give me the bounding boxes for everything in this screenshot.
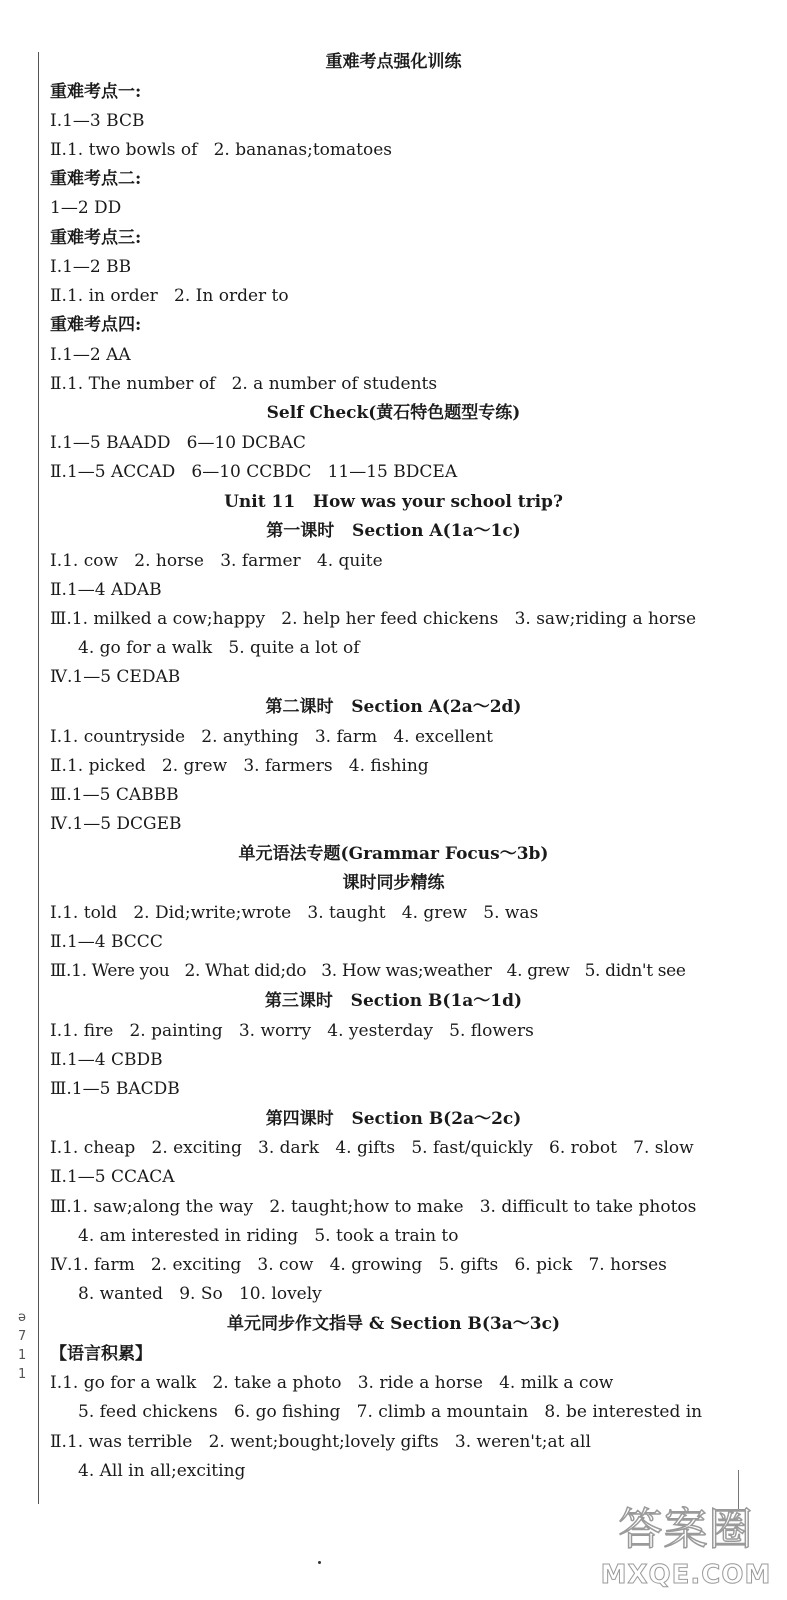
answer-line: Ⅰ.1—5 BAADD 6—10 DCBAC <box>50 433 306 453</box>
answer-line: Ⅱ.1—5 CCACA <box>50 1167 175 1187</box>
left-margin-rule <box>38 52 39 1504</box>
answer-line: Ⅳ.1. farm 2. exciting 3. cow 4. growing 5. gifts 6. pick 7. horses <box>50 1255 667 1275</box>
answer-line: Ⅰ.1. go for a walk 2. take a photo 3. ride a horse 4. milk a cow <box>50 1373 614 1393</box>
answer-line: Ⅰ.1. countryside 2. anything 3. farm 4. excellent <box>50 727 493 747</box>
stray-dot <box>318 1561 321 1564</box>
answer-line: Ⅰ.1. cheap 2. exciting 3. dark 4. gifts 5. fast/quickly 6. robot 7. slow <box>50 1138 694 1158</box>
answer-line: Ⅰ.1. cow 2. horse 3. farmer 4. quite <box>50 551 383 571</box>
lesson-title: 第二课时 Section A(2a～2d) <box>265 697 522 717</box>
subsection-heading: 重难考点三: <box>50 228 142 248</box>
section-title: 重难考点强化训练 <box>325 52 462 72</box>
lesson-title: 第四课时 Section B(2a～2c) <box>265 1109 522 1129</box>
answer-line: 4. go for a walk 5. quite a lot of <box>78 638 360 658</box>
section-title: Self Check(黄石特色题型专练) <box>266 403 521 423</box>
site-watermark <box>596 1500 776 1590</box>
margin-mark: 1 <box>18 1348 27 1363</box>
answer-line: Ⅱ.1—4 ADAB <box>50 580 162 600</box>
answer-line: Ⅱ.1. The number of 2. a number of students <box>50 374 438 394</box>
answer-line: Ⅱ.1. in order 2. In order to <box>50 286 289 306</box>
answer-line: Ⅲ.1—5 BACDB <box>50 1079 180 1099</box>
answer-line: Ⅲ.1. Were you 2. What did;do 3. How was;weather 4. grew 5. didn't see <box>50 961 686 981</box>
answer-line: 4. All in all;exciting <box>78 1461 246 1481</box>
subsection-heading: 重难考点四: <box>50 315 142 335</box>
answer-line: Ⅱ.1. picked 2. grew 3. farmers 4. fishing <box>50 756 429 776</box>
answer-line: Ⅰ.1—3 BCB <box>50 111 145 131</box>
lesson-title: 第三课时 Section B(1a～1d) <box>264 991 523 1011</box>
watermark-domain: MXQE.COM <box>600 1560 772 1590</box>
answer-line: Ⅳ.1—5 CEDAB <box>50 667 181 687</box>
subsection-heading: 重难考点一: <box>50 82 142 102</box>
answer-line: 4. am interested in riding 5. took a train to <box>78 1226 459 1246</box>
answer-line: Ⅱ.1. two bowls of 2. bananas;tomatoes <box>50 140 393 160</box>
answer-line: Ⅲ.1—5 CABBB <box>50 785 179 805</box>
answer-line: Ⅰ.1—2 BB <box>50 257 132 277</box>
margin-mark: 1 <box>18 1367 27 1382</box>
lesson-title: 单元语法专题(Grammar Focus～3b) <box>238 844 549 864</box>
answer-line: Ⅰ.1. told 2. Did;write;wrote 3. taught 4. grew 5. was <box>50 903 539 923</box>
margin-mark: ə <box>18 1310 26 1325</box>
answer-line: Ⅱ.1—5 ACCAD 6—10 CCBDC 11—15 BDCEA <box>50 462 458 482</box>
unit-title: Unit 11 How was your school trip? <box>224 492 563 512</box>
answer-line: Ⅱ.1. was terrible 2. went;bought;lovely gifts 3. weren't;at all <box>50 1432 591 1452</box>
answer-line: Ⅱ.1—4 CBDB <box>50 1050 163 1070</box>
subsection-heading: 【语言积累】 <box>50 1344 152 1364</box>
answer-line: Ⅰ.1. fire 2. painting 3. worry 4. yesterday 5. flowers <box>50 1021 534 1041</box>
lesson-subtitle: 课时同步精练 <box>342 873 445 893</box>
margin-mark: 7 <box>18 1329 27 1344</box>
lesson-title: 单元同步作文指导 & Section B(3a～3c) <box>226 1314 561 1334</box>
subsection-heading: 重难考点二: <box>50 169 142 189</box>
answer-line: 5. feed chickens 6. go fishing 7. climb a mountain 8. be interested in <box>78 1402 703 1422</box>
answer-line: 8. wanted 9. So 10. lovely <box>78 1284 322 1304</box>
answer-line: Ⅰ.1—2 AA <box>50 345 131 365</box>
answer-line: Ⅲ.1. saw;along the way 2. taught;how to make 3. difficult to take photos <box>50 1197 697 1217</box>
answer-line: Ⅳ.1—5 DCGEB <box>50 814 182 834</box>
lesson-title: 第一课时 Section A(1a～1c) <box>266 521 521 541</box>
answer-line: Ⅱ.1—4 BCCC <box>50 932 163 952</box>
answer-line: 1—2 DD <box>50 198 122 218</box>
watermark-logo-text: 答案圈 <box>618 1504 754 1555</box>
answer-line: Ⅲ.1. milked a cow;happy 2. help her feed chickens 3. saw;riding a horse <box>50 609 697 629</box>
